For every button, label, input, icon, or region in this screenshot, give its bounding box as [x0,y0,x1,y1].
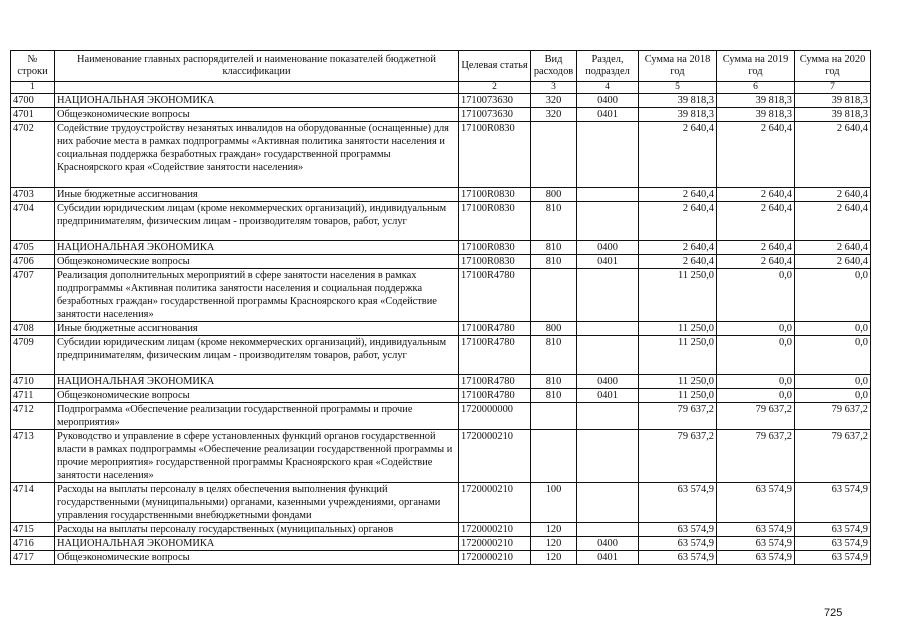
row-name: НАЦИОНАЛЬНАЯ ЭКОНОМИКА [55,375,459,389]
sum-2020: 39 818,3 [795,94,871,108]
expense-type: 810 [531,375,577,389]
sum-2020: 63 574,9 [795,483,871,523]
sum-2020: 2 640,4 [795,122,871,188]
target-article: 1720000210 [459,523,531,537]
header-sum-2020: Сумма на 2020 год [795,51,871,82]
sum-2019: 63 574,9 [717,483,795,523]
header-sum-2018: Сумма на 2018 год [639,51,717,82]
table-row [11,375,871,389]
row-name: НАЦИОНАЛЬНАЯ ЭКОНОМИКА [55,94,459,108]
sum-2020: 2 640,4 [795,202,871,241]
sum-2018: 79 637,2 [639,403,717,430]
row-number: 4711 [11,389,55,403]
table-row [11,108,871,122]
row-name: Иные бюджетные ассигнования [55,188,459,202]
expense-type: 120 [531,551,577,565]
target-article: 1710073630 [459,108,531,122]
table-row [11,430,871,483]
sum-2020: 63 574,9 [795,537,871,551]
table-header-row [11,51,871,82]
row-number: 4717 [11,551,55,565]
table-row [11,269,871,322]
sum-2018: 11 250,0 [639,336,717,375]
row-number: 4703 [11,188,55,202]
expense-type: 120 [531,523,577,537]
table-row [11,551,871,565]
sum-2020: 79 637,2 [795,430,871,483]
section-code [577,322,639,336]
sum-2019: 0,0 [717,336,795,375]
table-row [11,241,871,255]
section-code [577,430,639,483]
row-name: Иные бюджетные ассигнования [55,322,459,336]
row-name: Расходы на выплаты персоналу государственных (муниципальных) органов [55,523,459,537]
section-code [577,122,639,188]
row-number: 4700 [11,94,55,108]
target-article: 1720000210 [459,537,531,551]
row-number: 4706 [11,255,55,269]
column-number: 6 [717,82,795,94]
expense-type [531,269,577,322]
section-code [577,188,639,202]
sum-2019: 0,0 [717,322,795,336]
sum-2019: 39 818,3 [717,108,795,122]
sum-2018: 2 640,4 [639,255,717,269]
column-number: 3 [531,82,577,94]
column-number: 5 [639,82,717,94]
sum-2020: 63 574,9 [795,551,871,565]
row-number: 4715 [11,523,55,537]
row-name: Общеэкономические вопросы [55,108,459,122]
section-code: 0401 [577,255,639,269]
sum-2018: 63 574,9 [639,537,717,551]
section-code [577,269,639,322]
sum-2018: 2 640,4 [639,188,717,202]
section-code [577,523,639,537]
header-expense-type: Вид расходов [531,51,577,82]
expense-type: 810 [531,202,577,241]
header-name: Наименование главных распорядителей и наименование показателей бюджетной классификации [55,51,459,82]
row-name: Субсидии юридическим лицам (кроме некоммерческих организаций), индивидуальным предпринимателям, физическим лицам - производителям товаров, работ, услуг [55,202,459,241]
sum-2020: 2 640,4 [795,241,871,255]
sum-2018: 2 640,4 [639,241,717,255]
sum-2019: 2 640,4 [717,188,795,202]
sum-2018: 11 250,0 [639,269,717,322]
sum-2018: 63 574,9 [639,483,717,523]
target-article: 17100R4780 [459,336,531,375]
sum-2019: 39 818,3 [717,94,795,108]
table-row [11,403,871,430]
table-row [11,336,871,375]
row-name: Общеэкономические вопросы [55,389,459,403]
sum-2018: 63 574,9 [639,551,717,565]
row-name: Субсидии юридическим лицам (кроме некоммерческих организаций), индивидуальным предпринимателям, физическим лицам - производителям товаров, работ, услуг [55,336,459,375]
row-name: Общеэкономические вопросы [55,551,459,565]
sum-2020: 0,0 [795,336,871,375]
row-name: Подпрограмма «Обеспечение реализации государственной программы и прочие мероприятия» [55,403,459,430]
sum-2018: 39 818,3 [639,108,717,122]
sum-2018: 2 640,4 [639,122,717,188]
expense-type [531,403,577,430]
target-article: 1720000000 [459,403,531,430]
target-article: 1720000210 [459,551,531,565]
row-number: 4707 [11,269,55,322]
row-name: Расходы на выплаты персоналу в целях обеспечения выполнения функций государственными (муниципальными) органами, казенными учреждениями, органами управления государственными внебюджетными фондами [55,483,459,523]
sum-2020: 79 637,2 [795,403,871,430]
sum-2020: 0,0 [795,389,871,403]
section-code: 0401 [577,389,639,403]
expense-type: 800 [531,188,577,202]
row-number: 4712 [11,403,55,430]
sum-2019: 63 574,9 [717,537,795,551]
target-article: 17100R4780 [459,269,531,322]
sum-2020: 0,0 [795,269,871,322]
target-article: 17100R0830 [459,255,531,269]
sum-2019: 63 574,9 [717,551,795,565]
section-code [577,202,639,241]
target-article: 17100R4780 [459,389,531,403]
sum-2019: 63 574,9 [717,523,795,537]
sum-2019: 2 640,4 [717,202,795,241]
header-row-number: № строки [11,51,55,82]
column-number: 7 [795,82,871,94]
sum-2018: 39 818,3 [639,94,717,108]
sum-2018: 63 574,9 [639,523,717,537]
target-article: 17100R0830 [459,188,531,202]
column-number: 2 [459,82,531,94]
table-row [11,122,871,188]
target-article: 1720000210 [459,483,531,523]
expense-type: 800 [531,322,577,336]
section-code [577,483,639,523]
section-code: 0400 [577,94,639,108]
sum-2019: 0,0 [717,269,795,322]
row-number: 4716 [11,537,55,551]
table-row [11,322,871,336]
expense-type [531,430,577,483]
header-target-article: Целевая статья [459,51,531,82]
budget-table [10,50,871,565]
table-body [11,94,871,565]
row-name: Содействие трудоустройству незанятых инвалидов на оборудованные (оснащенные) для них рабочие места в рамках подпрограммы «Активная политика занятости населения и социальная поддержка безработных граждан» государственной программы Красноярского края «Содействие занятости населения» [55,122,459,188]
expense-type: 810 [531,336,577,375]
sum-2019: 79 637,2 [717,430,795,483]
expense-type: 100 [531,483,577,523]
table-row [11,523,871,537]
row-number: 4702 [11,122,55,188]
header-section: Раздел, подраздел [577,51,639,82]
section-code: 0400 [577,241,639,255]
expense-type: 810 [531,389,577,403]
row-number: 4705 [11,241,55,255]
row-number: 4704 [11,202,55,241]
sum-2020: 2 640,4 [795,188,871,202]
expense-type: 120 [531,537,577,551]
row-name: Общеэкономические вопросы [55,255,459,269]
table-row [11,188,871,202]
target-article: 17100R0830 [459,202,531,241]
table-row [11,483,871,523]
table-row [11,94,871,108]
row-number: 4710 [11,375,55,389]
sum-2020: 39 818,3 [795,108,871,122]
section-code: 0400 [577,537,639,551]
row-name: Руководство и управление в сфере установленных функций органов государственной власти в рамках подпрограммы «Обеспечение реализации государственной программы и прочие мероприятия» государственной программы Красноярского края «Содействие занятости населения» [55,430,459,483]
row-number: 4709 [11,336,55,375]
table-row [11,389,871,403]
section-code [577,403,639,430]
section-code: 0400 [577,375,639,389]
table-row [11,255,871,269]
header-sum-2019: Сумма на 2019 год [717,51,795,82]
target-article: 17100R0830 [459,122,531,188]
column-number: 4 [577,82,639,94]
target-article: 17100R4780 [459,375,531,389]
section-code [577,336,639,375]
sum-2019: 79 637,2 [717,403,795,430]
target-article: 17100R4780 [459,322,531,336]
table-row [11,537,871,551]
sum-2020: 0,0 [795,322,871,336]
page-number: 725 [824,607,843,619]
sum-2018: 11 250,0 [639,389,717,403]
column-number: 1 [11,82,55,94]
target-article: 1710073630 [459,94,531,108]
section-code: 0401 [577,551,639,565]
row-name: НАЦИОНАЛЬНАЯ ЭКОНОМИКА [55,537,459,551]
target-article: 17100R0830 [459,241,531,255]
sum-2019: 0,0 [717,389,795,403]
section-code: 0401 [577,108,639,122]
sum-2018: 2 640,4 [639,202,717,241]
expense-type: 810 [531,241,577,255]
row-number: 4701 [11,108,55,122]
expense-type: 810 [531,255,577,269]
sum-2019: 2 640,4 [717,255,795,269]
row-number: 4713 [11,430,55,483]
table-row [11,202,871,241]
sum-2020: 63 574,9 [795,523,871,537]
target-article: 1720000210 [459,430,531,483]
expense-type: 320 [531,108,577,122]
column-number-row [11,82,871,94]
column-number [55,82,459,94]
row-name: НАЦИОНАЛЬНАЯ ЭКОНОМИКА [55,241,459,255]
row-name: Реализация дополнительных мероприятий в сфере занятости населения в рамках подпрограммы «Активная политика занятости населения и социальная поддержка безработных граждан» государственной программы Красноярского края «Содействие занятости населения» [55,269,459,322]
row-number: 4708 [11,322,55,336]
sum-2019: 0,0 [717,375,795,389]
expense-type [531,122,577,188]
expense-type: 320 [531,94,577,108]
sum-2020: 0,0 [795,375,871,389]
sum-2019: 2 640,4 [717,241,795,255]
sum-2018: 11 250,0 [639,322,717,336]
sum-2018: 79 637,2 [639,430,717,483]
sum-2018: 11 250,0 [639,375,717,389]
row-number: 4714 [11,483,55,523]
sum-2019: 2 640,4 [717,122,795,188]
sum-2020: 2 640,4 [795,255,871,269]
